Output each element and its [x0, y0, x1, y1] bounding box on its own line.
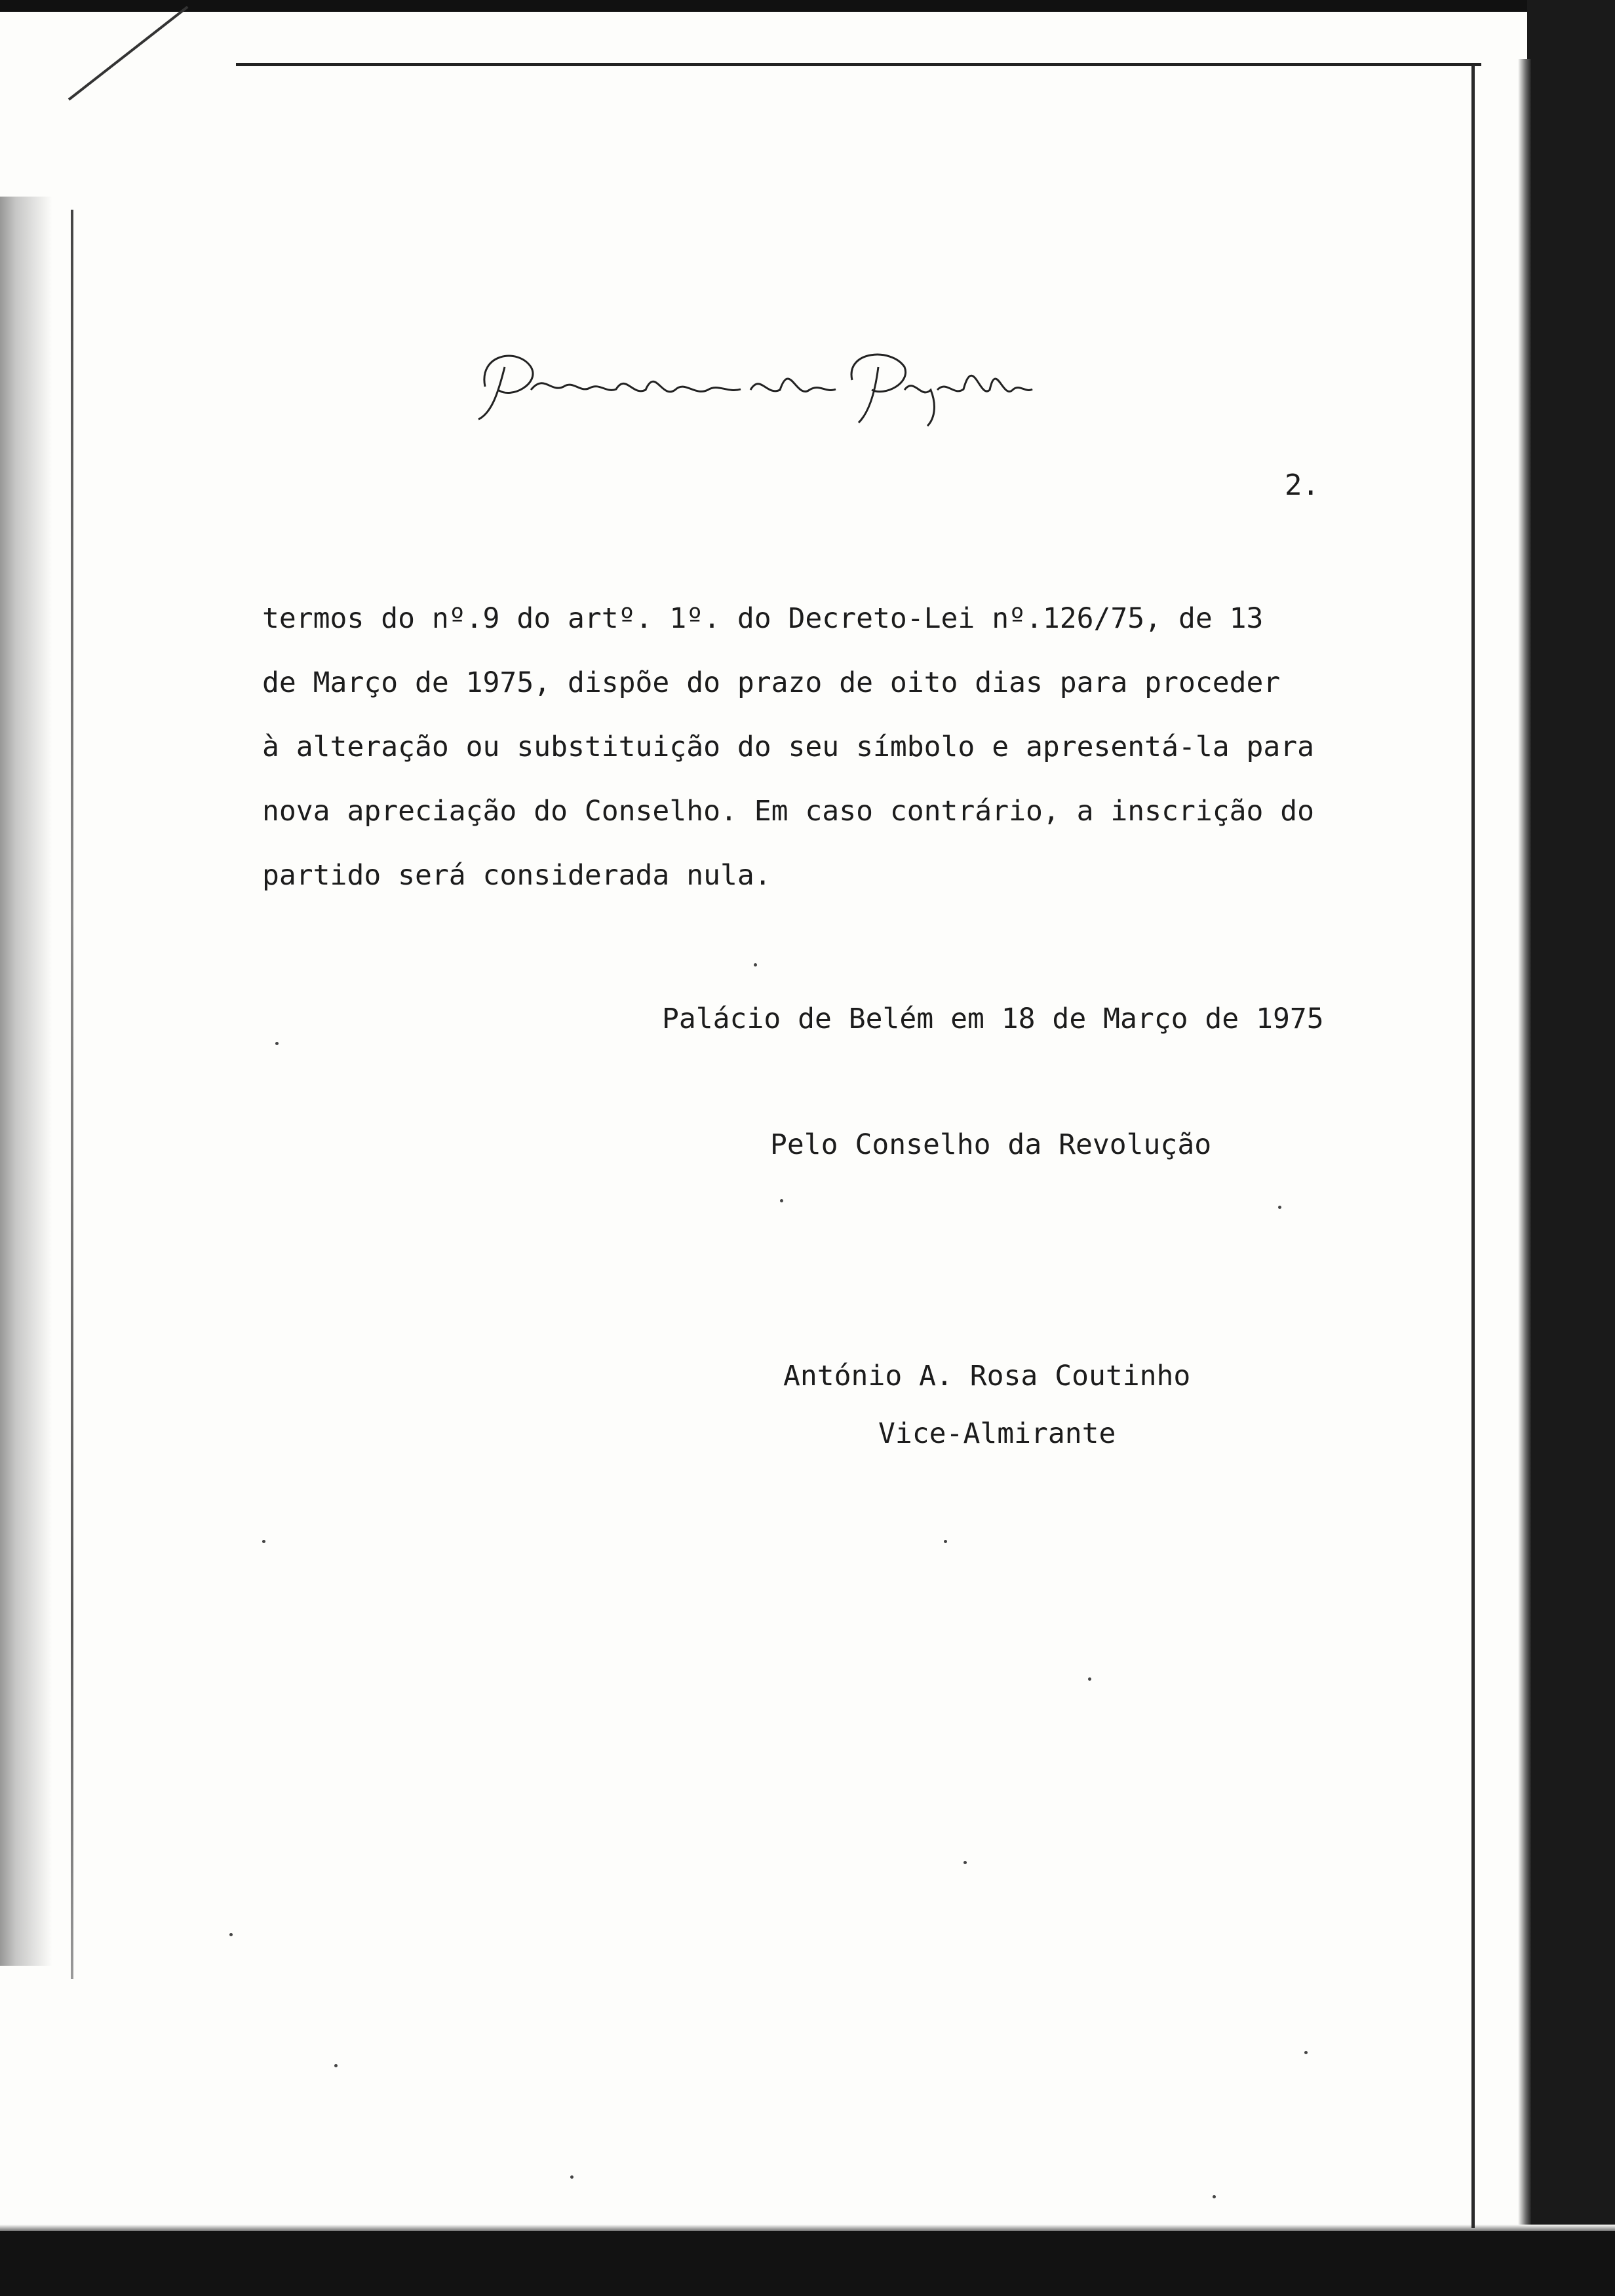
page-number: 2. — [1285, 469, 1319, 502]
scan-edge-bottom — [0, 2231, 1615, 2296]
scan-speck — [229, 1933, 233, 1936]
place-and-date: Palácio de Belém em 18 de Março de 1975 — [662, 1003, 1324, 1035]
scan-edge-left-shadow — [0, 197, 52, 1966]
body-paragraph — [262, 586, 1442, 908]
scan-edge-top — [0, 0, 1615, 12]
letterhead-script — [459, 328, 1036, 432]
scan-speck — [754, 963, 757, 966]
page-border-right — [1471, 66, 1475, 2228]
signer-title: Vice-Almirante — [878, 1417, 1116, 1450]
scan-edge-right — [1527, 0, 1615, 2296]
scan-speck — [780, 1199, 783, 1202]
scan-speck — [963, 1861, 967, 1864]
signer-name: António A. Rosa Coutinho — [783, 1360, 1191, 1392]
body-line: termos do nº.9 do artº. 1º. do Decreto-Lei nº.126/75, de 13 — [262, 602, 1264, 635]
body-line: partido será considerada nula. — [262, 859, 771, 892]
corner-fold-mark — [68, 6, 189, 101]
scan-speck — [570, 2175, 574, 2179]
body-line: nova apreciação do Conselho. Em caso contrário, a inscrição do — [262, 795, 1315, 828]
issuing-council: Pelo Conselho da Revolução — [770, 1128, 1212, 1161]
body-line: à alteração ou substituição do seu símbolo e apresentá-la para — [262, 731, 1315, 763]
page-border-left — [71, 210, 73, 1979]
page-border-top — [236, 63, 1481, 66]
scan-edge-right-shadow — [1518, 59, 1531, 2241]
scan-speck — [262, 1540, 265, 1543]
scan-speck — [1278, 1206, 1281, 1209]
scan-speck — [275, 1042, 279, 1045]
scan-speck — [1213, 2195, 1216, 2198]
body-line: de Março de 1975, dispõe do prazo de oito dias para proceder — [262, 666, 1281, 699]
scan-speck — [944, 1540, 947, 1543]
scan-speck — [1304, 2051, 1308, 2054]
scan-speck — [334, 2064, 338, 2067]
scan-speck — [1088, 1677, 1091, 1681]
